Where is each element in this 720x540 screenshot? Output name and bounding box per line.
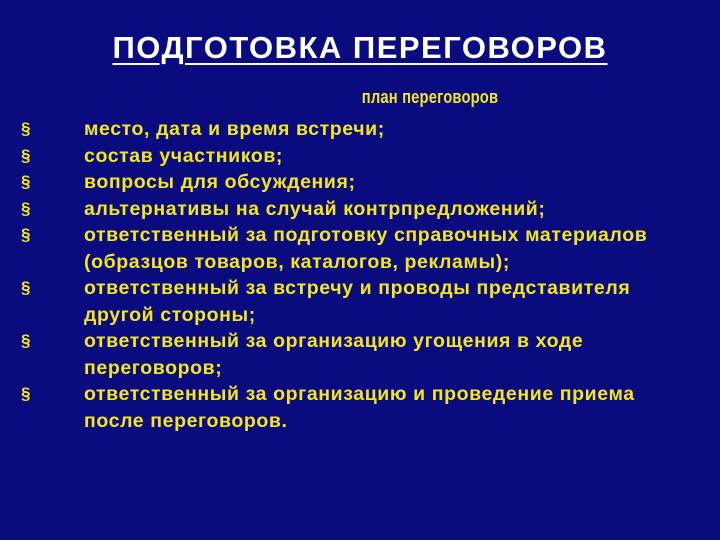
bullet-icon: § bbox=[20, 119, 32, 138]
list-item bbox=[20, 169, 700, 196]
list-item-text: альтернативы на случай контрпредложений; bbox=[84, 197, 546, 220]
list-item bbox=[20, 275, 700, 328]
list-item bbox=[20, 196, 700, 223]
list-item-text: ответственный за встречу и проводы представителя другой стороны; bbox=[84, 277, 631, 326]
bullet-icon: § bbox=[20, 198, 32, 218]
list-item bbox=[20, 222, 700, 275]
bullet-icon: § bbox=[20, 225, 32, 244]
list-item bbox=[20, 381, 700, 434]
list-item bbox=[20, 116, 700, 143]
list-item-text: вопросы для обсуждения; bbox=[84, 171, 356, 193]
bullet-list bbox=[20, 116, 700, 434]
bullet-icon: § bbox=[20, 145, 32, 165]
list-item-text: ответственный за организацию угощения в ходе переговоров; bbox=[84, 330, 584, 379]
list-item-text: место, дата и время встречи; bbox=[84, 118, 385, 140]
bullet-icon: § bbox=[20, 331, 32, 350]
list-item-text: ответственный за организацию и проведение приема после переговоров. bbox=[84, 383, 635, 432]
bullet-icon: § bbox=[20, 384, 32, 403]
bullet-icon: § bbox=[20, 278, 32, 297]
list-item bbox=[20, 143, 700, 170]
list-item-text: ответственный за подготовку справочных материалов (образцов товаров, каталогов, рекламы); bbox=[84, 224, 648, 273]
list-item-text: состав участников; bbox=[84, 144, 284, 167]
list-item bbox=[20, 328, 700, 381]
bullet-icon: § bbox=[20, 172, 32, 191]
slide-subtitle: план переговоров bbox=[361, 87, 499, 107]
slide-title: ПОДГОТОВКА ПЕРЕГОВОРОВ bbox=[112, 30, 608, 65]
